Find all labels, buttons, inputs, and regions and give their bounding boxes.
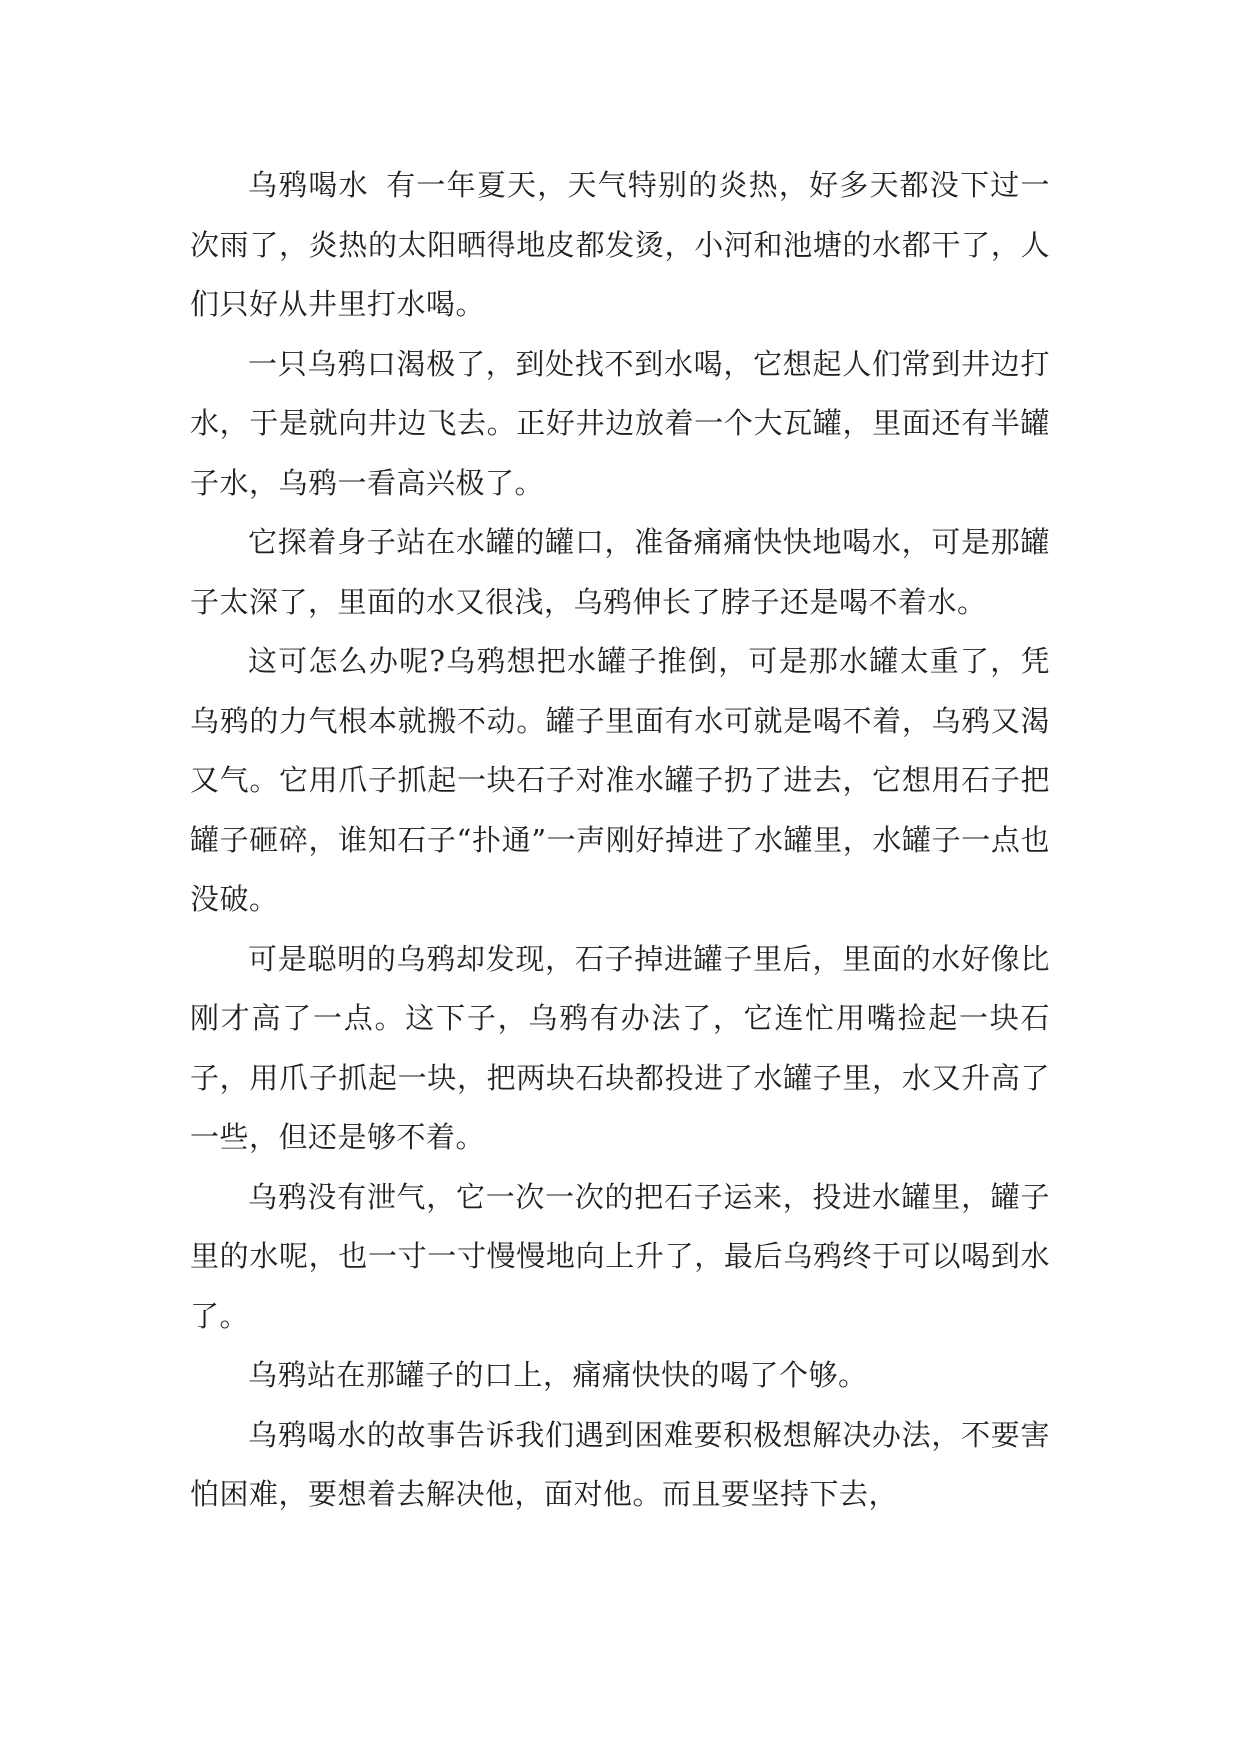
paragraph-text: 有一年夏天，天气特别的炎热，好多天都没下过一次雨了，炎热的太阳晒得地皮都发烫，小河和池塘的水都干了，人们只好从井里打水喝。 bbox=[190, 168, 1050, 321]
paragraph-6: 乌鸦没有泄气，它一次一次的把石子运来，投进水罐里，罐子里的水呢，也一寸一寸慢慢地向上升了，最后乌鸦终于可以喝到水了。 bbox=[190, 1179, 1050, 1333]
paragraph-8: 乌鸦喝水的故事告诉我们遇到困难要积极想解决办法，不要害怕困难，要想着去解决他，面对他。而且要坚持下去， bbox=[190, 1417, 1050, 1511]
paragraph-3: 它探着身子站在水罐的罐口，准备痛痛快快地喝水，可是那罐子太深了，里面的水又很浅，乌鸦伸长了脖子还是喝不着水。 bbox=[190, 525, 1050, 619]
paragraph-2: 一只乌鸦口渴极了，到处找不到水喝，它想起人们常到井边打水，于是就向井边飞去。正好井边放着一个大瓦罐，里面还有半罐子水，乌鸦一看高兴极了。 bbox=[190, 346, 1050, 500]
paragraph-4: 这可怎么办呢?乌鸦想把水罐子推倒，可是那水罐太重了，凭乌鸦的力气根本就搬不动。罐子里面有水可就是喝不着，乌鸦又渴又气。它用爪子抓起一块石子对准水罐子扔了进去，它想用石子把罐子砸碎，谁知石子“扑通”一声刚好掉进了水罐里，水罐子一点也没破。 bbox=[190, 644, 1050, 916]
paragraph-5: 可是聪明的乌鸦却发现，石子掉进罐子里后，里面的水好像比刚才高了一点。这下子，乌鸦有办法了，它连忙用嘴捡起一块石子，用爪子抓起一块，把两块石块都投进了水罐子里，水又升高了一些，但还是够不着。 bbox=[190, 941, 1050, 1154]
paragraph-1 bbox=[190, 156, 1050, 335]
document-body bbox=[190, 156, 1050, 1525]
document-title: 乌鸦喝水 bbox=[248, 168, 369, 202]
paragraph-7: 乌鸦站在那罐子的口上，痛痛快快的喝了个够。 bbox=[248, 1358, 868, 1392]
